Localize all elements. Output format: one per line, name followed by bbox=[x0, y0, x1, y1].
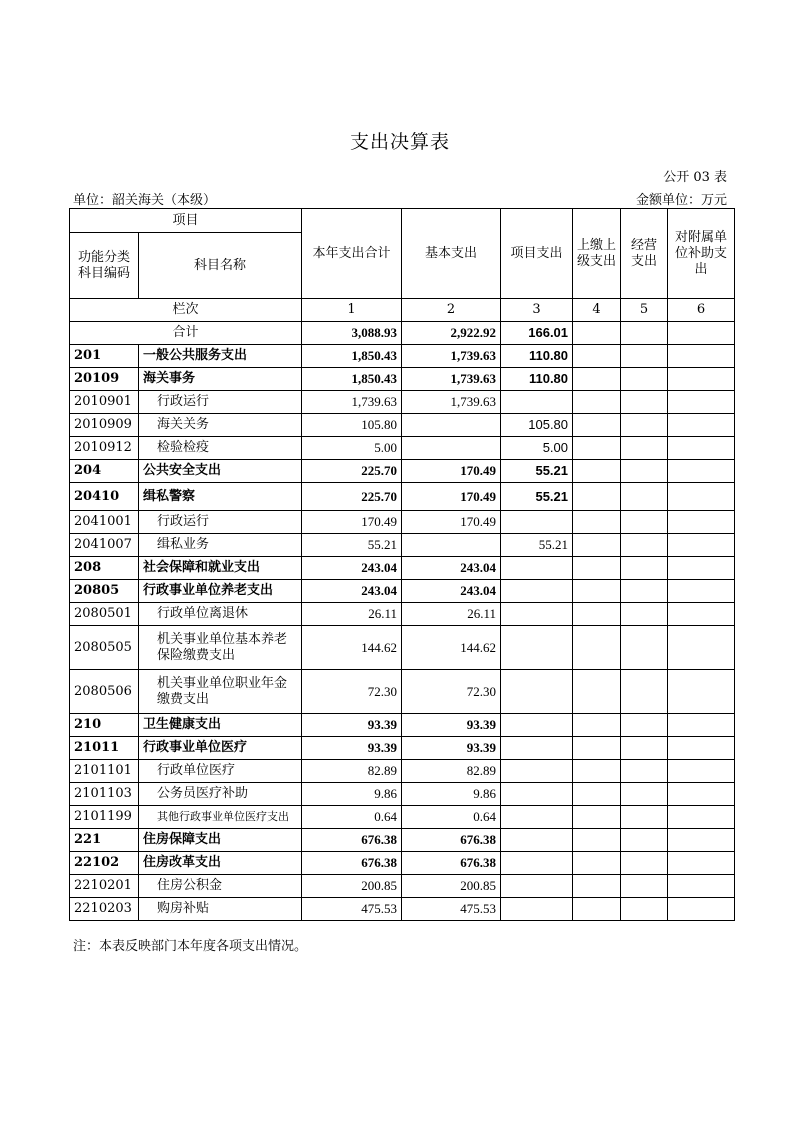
row-subsidiary bbox=[668, 670, 735, 714]
row-code: 2080505 bbox=[70, 626, 139, 670]
table-row bbox=[70, 875, 735, 898]
row-business bbox=[621, 898, 668, 921]
row-subsidiary bbox=[668, 760, 735, 783]
row-code: 20410 bbox=[70, 483, 139, 511]
row-upper bbox=[573, 603, 621, 626]
row-subsidiary bbox=[668, 580, 735, 603]
row-code: 208 bbox=[70, 557, 139, 580]
row-code: 2210203 bbox=[70, 898, 139, 921]
row-upper bbox=[573, 898, 621, 921]
row-project bbox=[501, 829, 573, 852]
row-name: 一般公共服务支出 bbox=[139, 345, 302, 368]
row-subsidiary bbox=[668, 534, 735, 557]
row-total: 93.39 bbox=[302, 714, 402, 737]
total-upper bbox=[573, 322, 621, 345]
row-total: 105.80 bbox=[302, 414, 402, 437]
row-code: 204 bbox=[70, 460, 139, 483]
row-total: 243.04 bbox=[302, 580, 402, 603]
row-basic: 0.64 bbox=[402, 806, 501, 829]
row-total: 170.49 bbox=[302, 511, 402, 534]
row-total: 1,850.43 bbox=[302, 368, 402, 391]
row-upper bbox=[573, 783, 621, 806]
table-row bbox=[70, 670, 735, 714]
col-num-4: 4 bbox=[573, 299, 621, 322]
row-subsidiary bbox=[668, 511, 735, 534]
row-business bbox=[621, 760, 668, 783]
table-row bbox=[70, 898, 735, 921]
table-row bbox=[70, 806, 735, 829]
table-row bbox=[70, 737, 735, 760]
row-code: 2010912 bbox=[70, 437, 139, 460]
row-subsidiary bbox=[668, 345, 735, 368]
row-project bbox=[501, 557, 573, 580]
row-total: 676.38 bbox=[302, 829, 402, 852]
row-upper bbox=[573, 368, 621, 391]
row-upper bbox=[573, 511, 621, 534]
row-total: 225.70 bbox=[302, 483, 402, 511]
row-code: 201 bbox=[70, 345, 139, 368]
row-subsidiary bbox=[668, 714, 735, 737]
row-total: 82.89 bbox=[302, 760, 402, 783]
row-project bbox=[501, 783, 573, 806]
table-row bbox=[70, 829, 735, 852]
row-business bbox=[621, 368, 668, 391]
row-basic: 676.38 bbox=[402, 829, 501, 852]
row-upper bbox=[573, 391, 621, 414]
row-name: 住房公积金 bbox=[139, 875, 302, 898]
row-business bbox=[621, 414, 668, 437]
table-row bbox=[70, 437, 735, 460]
row-basic bbox=[402, 414, 501, 437]
row-name: 公共安全支出 bbox=[139, 460, 302, 483]
col-num-1: 1 bbox=[302, 299, 402, 322]
row-business bbox=[621, 437, 668, 460]
row-business bbox=[621, 737, 668, 760]
row-total: 144.62 bbox=[302, 626, 402, 670]
row-basic: 170.49 bbox=[402, 460, 501, 483]
row-basic: 93.39 bbox=[402, 737, 501, 760]
row-basic: 475.53 bbox=[402, 898, 501, 921]
row-basic: 26.11 bbox=[402, 603, 501, 626]
row-business bbox=[621, 875, 668, 898]
row-business bbox=[621, 714, 668, 737]
row-project bbox=[501, 603, 573, 626]
row-name: 行政单位离退休 bbox=[139, 603, 302, 626]
row-project: 55.21 bbox=[501, 460, 573, 483]
row-total: 93.39 bbox=[302, 737, 402, 760]
row-business bbox=[621, 534, 668, 557]
row-name: 缉私业务 bbox=[139, 534, 302, 557]
header-item: 项目 bbox=[70, 209, 302, 233]
row-basic: 9.86 bbox=[402, 783, 501, 806]
page-title: 支出决算表 bbox=[349, 131, 450, 153]
row-business bbox=[621, 603, 668, 626]
total-subsidiary bbox=[668, 322, 735, 345]
row-code: 22102 bbox=[70, 852, 139, 875]
row-project bbox=[501, 875, 573, 898]
row-upper bbox=[573, 437, 621, 460]
form-number: 公开 03 表 bbox=[663, 170, 727, 185]
row-project: 105.80 bbox=[501, 414, 573, 437]
row-business bbox=[621, 626, 668, 670]
row-basic: 144.62 bbox=[402, 626, 501, 670]
row-code: 2041001 bbox=[70, 511, 139, 534]
table-row bbox=[70, 760, 735, 783]
row-subsidiary bbox=[668, 483, 735, 511]
row-project: 110.80 bbox=[501, 368, 573, 391]
total-row bbox=[70, 322, 735, 345]
row-basic: 200.85 bbox=[402, 875, 501, 898]
row-project: 55.21 bbox=[501, 534, 573, 557]
row-business bbox=[621, 852, 668, 875]
header-project: 项目支出 bbox=[501, 209, 573, 299]
row-name: 海关关务 bbox=[139, 414, 302, 437]
row-code: 221 bbox=[70, 829, 139, 852]
row-code: 2101199 bbox=[70, 806, 139, 829]
row-name: 卫生健康支出 bbox=[139, 714, 302, 737]
row-name: 其他行政事业单位医疗支出 bbox=[139, 806, 302, 829]
row-name: 行政事业单位养老支出 bbox=[139, 580, 302, 603]
row-project bbox=[501, 806, 573, 829]
row-basic bbox=[402, 534, 501, 557]
row-subsidiary bbox=[668, 829, 735, 852]
row-basic: 93.39 bbox=[402, 714, 501, 737]
row-project: 55.21 bbox=[501, 483, 573, 511]
row-basic: 243.04 bbox=[402, 580, 501, 603]
unit-label: 单位：韶关海关（本级） bbox=[73, 193, 217, 208]
row-code: 2080506 bbox=[70, 670, 139, 714]
row-upper bbox=[573, 626, 621, 670]
table-row bbox=[70, 511, 735, 534]
header-subsidiary: 对附属单位补助支出 bbox=[668, 209, 735, 299]
row-total: 26.11 bbox=[302, 603, 402, 626]
row-name: 海关事务 bbox=[139, 368, 302, 391]
row-basic: 1,739.63 bbox=[402, 345, 501, 368]
col-num-2: 2 bbox=[402, 299, 501, 322]
header-basic: 基本支出 bbox=[402, 209, 501, 299]
row-upper bbox=[573, 534, 621, 557]
row-upper bbox=[573, 806, 621, 829]
row-upper bbox=[573, 875, 621, 898]
row-total: 5.00 bbox=[302, 437, 402, 460]
row-name: 住房改革支出 bbox=[139, 852, 302, 875]
row-project bbox=[501, 511, 573, 534]
col-num-6: 6 bbox=[668, 299, 735, 322]
table-row bbox=[70, 714, 735, 737]
row-project: 110.80 bbox=[501, 345, 573, 368]
header-upper: 上缴上级支出 bbox=[573, 209, 621, 299]
table-row bbox=[70, 345, 735, 368]
table-row bbox=[70, 414, 735, 437]
row-subsidiary bbox=[668, 852, 735, 875]
row-upper bbox=[573, 714, 621, 737]
row-project bbox=[501, 737, 573, 760]
row-basic: 1,739.63 bbox=[402, 391, 501, 414]
row-project bbox=[501, 852, 573, 875]
row-upper bbox=[573, 345, 621, 368]
row-total: 243.04 bbox=[302, 557, 402, 580]
row-total: 55.21 bbox=[302, 534, 402, 557]
row-code: 2080501 bbox=[70, 603, 139, 626]
row-basic: 243.04 bbox=[402, 557, 501, 580]
row-subsidiary bbox=[668, 737, 735, 760]
row-total: 676.38 bbox=[302, 852, 402, 875]
row-business bbox=[621, 391, 668, 414]
row-code: 21011 bbox=[70, 737, 139, 760]
header-total: 本年支出合计 bbox=[302, 209, 402, 299]
row-total: 9.86 bbox=[302, 783, 402, 806]
row-upper bbox=[573, 557, 621, 580]
row-subsidiary bbox=[668, 437, 735, 460]
row-subsidiary bbox=[668, 875, 735, 898]
row-upper bbox=[573, 460, 621, 483]
row-subsidiary bbox=[668, 391, 735, 414]
row-upper bbox=[573, 760, 621, 783]
row-business bbox=[621, 557, 668, 580]
row-business bbox=[621, 460, 668, 483]
row-code: 210 bbox=[70, 714, 139, 737]
table-row bbox=[70, 603, 735, 626]
row-name: 缉私警察 bbox=[139, 483, 302, 511]
row-business bbox=[621, 511, 668, 534]
row-upper bbox=[573, 580, 621, 603]
row-basic bbox=[402, 437, 501, 460]
row-basic: 72.30 bbox=[402, 670, 501, 714]
col-num-5: 5 bbox=[621, 299, 668, 322]
row-total: 72.30 bbox=[302, 670, 402, 714]
row-upper bbox=[573, 483, 621, 511]
row-total: 225.70 bbox=[302, 460, 402, 483]
row-subsidiary bbox=[668, 898, 735, 921]
row-upper bbox=[573, 737, 621, 760]
row-basic: 82.89 bbox=[402, 760, 501, 783]
row-total: 1,850.43 bbox=[302, 345, 402, 368]
row-project bbox=[501, 580, 573, 603]
row-code: 20805 bbox=[70, 580, 139, 603]
row-name: 行政运行 bbox=[139, 391, 302, 414]
total-business bbox=[621, 322, 668, 345]
row-name: 行政单位医疗 bbox=[139, 760, 302, 783]
row-upper bbox=[573, 829, 621, 852]
footnote: 注：本表反映部门本年度各项支出情况。 bbox=[73, 939, 308, 954]
row-code: 2101101 bbox=[70, 760, 139, 783]
row-name: 购房补贴 bbox=[139, 898, 302, 921]
row-project bbox=[501, 714, 573, 737]
row-business bbox=[621, 829, 668, 852]
row-subsidiary bbox=[668, 806, 735, 829]
col-num-3: 3 bbox=[501, 299, 573, 322]
row-subsidiary bbox=[668, 626, 735, 670]
row-code: 2041007 bbox=[70, 534, 139, 557]
row-upper bbox=[573, 670, 621, 714]
table-row bbox=[70, 483, 735, 511]
row-upper bbox=[573, 852, 621, 875]
table-row bbox=[70, 626, 735, 670]
table-row bbox=[70, 557, 735, 580]
total-label: 合计 bbox=[70, 322, 302, 345]
row-basic: 170.49 bbox=[402, 511, 501, 534]
row-total: 475.53 bbox=[302, 898, 402, 921]
row-name: 住房保障支出 bbox=[139, 829, 302, 852]
row-total: 0.64 bbox=[302, 806, 402, 829]
total-total: 3,088.93 bbox=[302, 322, 402, 345]
row-basic: 170.49 bbox=[402, 483, 501, 511]
table-row bbox=[70, 460, 735, 483]
row-code: 2010909 bbox=[70, 414, 139, 437]
row-total: 200.85 bbox=[302, 875, 402, 898]
expenditure-table bbox=[69, 208, 735, 921]
row-upper bbox=[573, 414, 621, 437]
row-name: 行政事业单位医疗 bbox=[139, 737, 302, 760]
row-name: 机关事业单位职业年金缴费支出 bbox=[139, 670, 302, 714]
row-name: 机关事业单位基本养老保险缴费支出 bbox=[139, 626, 302, 670]
row-subsidiary bbox=[668, 557, 735, 580]
row-business bbox=[621, 580, 668, 603]
row-code: 2101103 bbox=[70, 783, 139, 806]
row-subsidiary bbox=[668, 603, 735, 626]
row-code: 2210201 bbox=[70, 875, 139, 898]
row-business bbox=[621, 806, 668, 829]
row-name: 公务员医疗补助 bbox=[139, 783, 302, 806]
row-subsidiary bbox=[668, 783, 735, 806]
row-project bbox=[501, 670, 573, 714]
row-project bbox=[501, 898, 573, 921]
row-subsidiary bbox=[668, 460, 735, 483]
row-project bbox=[501, 760, 573, 783]
row-project bbox=[501, 626, 573, 670]
header-business: 经营支出 bbox=[621, 209, 668, 299]
row-code: 20109 bbox=[70, 368, 139, 391]
row-total: 1,739.63 bbox=[302, 391, 402, 414]
row-name: 检验检疫 bbox=[139, 437, 302, 460]
table-row bbox=[70, 534, 735, 557]
table-row bbox=[70, 580, 735, 603]
row-code: 2010901 bbox=[70, 391, 139, 414]
total-project: 166.01 bbox=[501, 322, 573, 345]
table-row bbox=[70, 391, 735, 414]
row-project bbox=[501, 391, 573, 414]
row-business bbox=[621, 483, 668, 511]
row-basic: 1,739.63 bbox=[402, 368, 501, 391]
header-col-label: 栏次 bbox=[70, 299, 302, 322]
table-row bbox=[70, 368, 735, 391]
row-business bbox=[621, 345, 668, 368]
table-row bbox=[70, 783, 735, 806]
table-row bbox=[70, 852, 735, 875]
row-business bbox=[621, 783, 668, 806]
row-name: 行政运行 bbox=[139, 511, 302, 534]
header-func-code: 功能分类科目编码 bbox=[70, 233, 139, 299]
total-basic: 2,922.92 bbox=[402, 322, 501, 345]
row-name: 社会保障和就业支出 bbox=[139, 557, 302, 580]
row-subsidiary bbox=[668, 368, 735, 391]
header-subject-name: 科目名称 bbox=[139, 233, 302, 299]
row-subsidiary bbox=[668, 414, 735, 437]
amount-unit-label: 金额单位：万元 bbox=[635, 193, 727, 208]
row-business bbox=[621, 670, 668, 714]
row-project: 5.00 bbox=[501, 437, 573, 460]
row-basic: 676.38 bbox=[402, 852, 501, 875]
